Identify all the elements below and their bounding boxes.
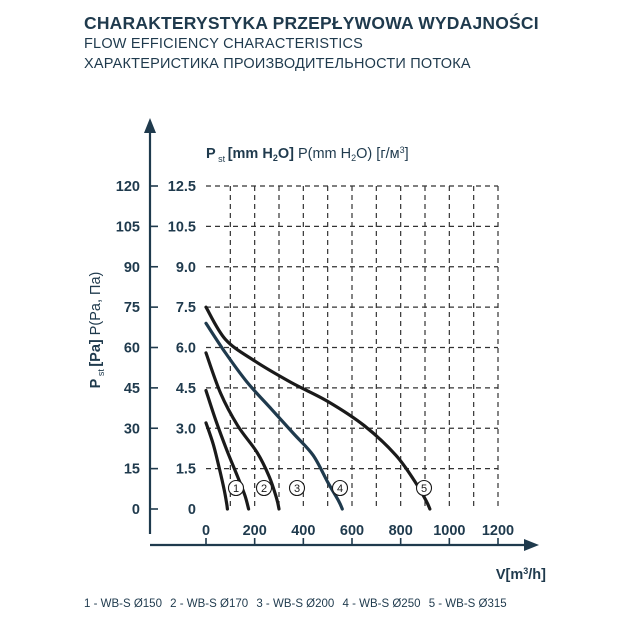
y-tick-label-mm: 10.5 [167,219,196,236]
footer-legend [84,598,512,610]
y-tick-label-pa: 90 [123,259,140,276]
curve-series-4 [206,323,342,509]
legend-entry-1: 1 - WB-S Ø150 [84,598,162,610]
x-axis-arrow-icon [524,539,539,551]
y2-unit-b: O] [277,146,298,162]
y-axis-label-unit: [Pa] [88,335,104,367]
y2-unit-a: [mm H [227,146,273,162]
series-marker-label-1: 1 [232,483,240,495]
legend-entry-5: 5 - WB-S Ø315 [428,598,507,610]
x-axis-label-main: V[m [495,567,524,583]
y-axis-label-alt: P(Pa, Па) [88,271,104,336]
y-tick-label-pa: 75 [123,300,140,317]
y-tick-label-pa: 60 [123,340,140,357]
x-tick-label: 1200 [481,523,515,539]
y-tick-label-pa: 45 [123,380,140,397]
y-tick-label-pa: 120 [115,179,140,195]
chart-curves [206,307,430,509]
legend-entry-4: 4 - WB-S Ø250 [342,598,421,610]
y-tick-label-pa: 15 [123,461,140,478]
series-marker-label-4: 4 [336,483,344,495]
y2-alt-c: ] [404,146,409,162]
y-axis-label-main: P [88,378,104,389]
y2-alt-sub: 2 [351,153,357,163]
series-marker-label-3: 3 [293,483,301,495]
legend-entry-2: 2 - WB-S Ø170 [170,598,249,610]
x-axis-label-sup: 3 [523,566,529,576]
y2-axis-label [206,145,409,164]
y-tick-label-mm: 0 [187,502,196,518]
chart-title-en: FLOW EFFICIENCY CHARACTERISTICS [84,36,364,52]
y2-alt-b: O) [г/м [356,146,400,162]
chart-title-pl: CHARAKTERYSTYKA PRZEPŁYWOWA WYDAJNOŚCI [84,13,539,33]
y-tick-label-mm: 7.5 [175,300,196,317]
x-axis-label-end: /h] [528,567,546,583]
y2-alt-sup: 3 [399,145,405,155]
y-axis-label [88,272,106,389]
y-tick-label-pa: 105 [115,219,140,236]
x-tick-label: 1000 [433,523,466,539]
x-tick-label: 800 [388,523,413,539]
x-axis-label [496,566,546,583]
x-tick-label: 400 [291,523,316,539]
y-tick-label-mm: 4.5 [175,380,196,397]
x-tick-label: 200 [242,523,267,539]
x-tick-label: 600 [339,523,365,539]
series-marker-label-2: 2 [260,483,268,495]
series-marker-label-5: 5 [420,483,428,495]
y-tick-label-mm: 9.0 [175,259,196,276]
y-tick-label-pa: 0 [131,502,140,518]
x-tick-label: 0 [201,523,211,539]
y-tick-label-mm: 6.0 [175,340,196,357]
chart-title-ru: ХАРАКТЕРИСТИКА ПРОИЗВОДИТЕЛЬНОСТИ ПОТОКА [84,56,471,72]
y-tick-label-mm: 12.5 [167,179,196,195]
y2-unit-sub: 2 [272,153,278,163]
y-tick-label-pa: 30 [123,421,140,438]
chart-labels [88,145,546,583]
y-axis-arrow-icon [144,118,156,133]
legend-entry-3: 3 - WB-S Ø200 [256,598,335,610]
y-tick-label-mm: 1.5 [175,461,196,478]
chart-grid [206,186,498,509]
y2-main: P [206,146,216,162]
y-axis-label-sub: st [96,366,106,379]
y2-sub: st [215,154,228,164]
curve-series-1 [206,423,227,509]
y2-alt-a: P(mm H [297,146,352,162]
y-tick-label-mm: 3.0 [175,421,196,438]
